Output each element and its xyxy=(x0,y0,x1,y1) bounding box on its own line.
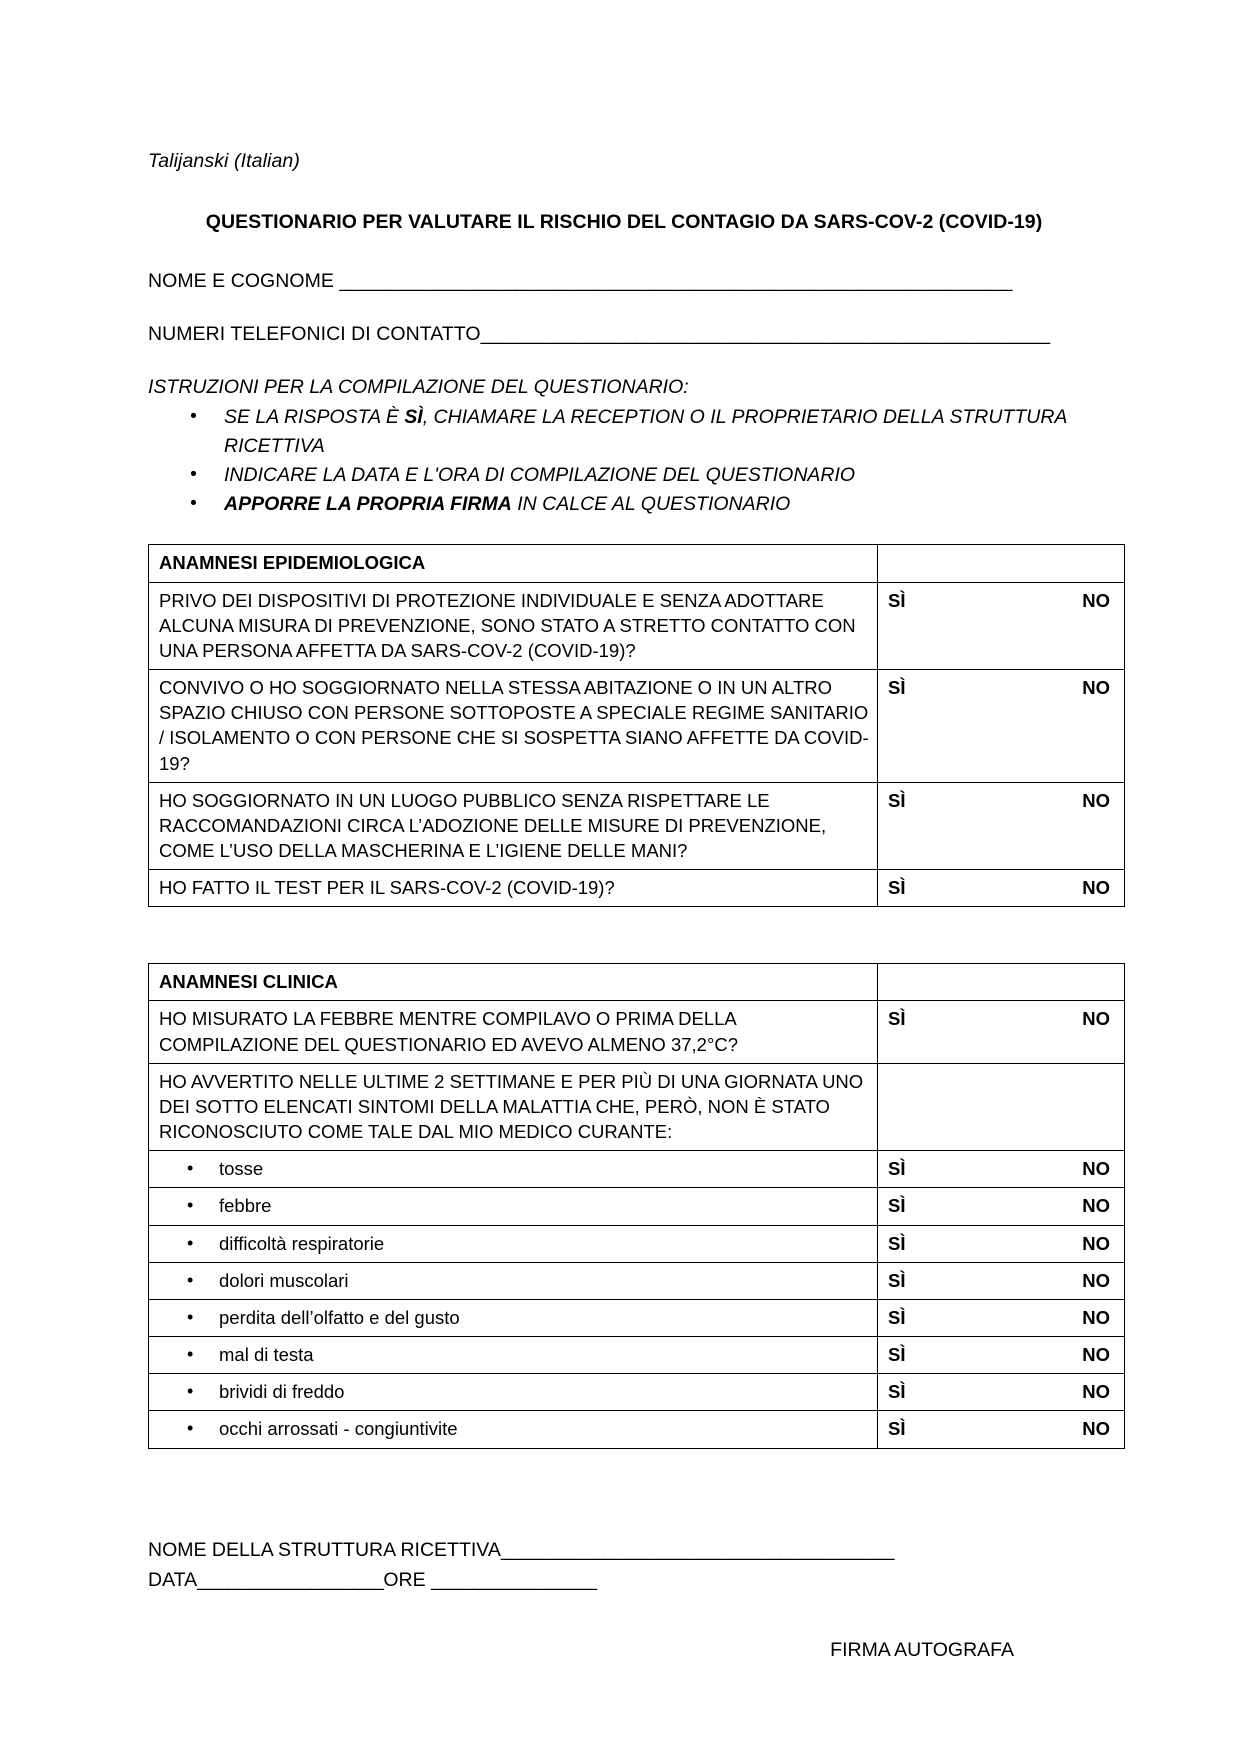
section-heading-cell xyxy=(149,545,878,582)
answer-yes[interactable]: SÌ xyxy=(888,1381,906,1403)
answer-no[interactable]: NO xyxy=(1082,677,1110,699)
answer-no[interactable]: NO xyxy=(1082,1418,1110,1440)
answer-no[interactable]: NO xyxy=(1082,1232,1110,1254)
section-heading-text: ANAMNESI EPIDEMIOLOGICA xyxy=(159,552,426,574)
field-full-name-line[interactable]: _________________________________________________________________ xyxy=(339,270,1012,292)
field-time-line[interactable]: ________________ xyxy=(431,1568,597,1591)
table-row xyxy=(149,870,1125,907)
table-row xyxy=(149,1411,1125,1448)
table-row xyxy=(149,1151,1125,1188)
answer-cell[interactable] xyxy=(878,670,1125,783)
footer-fields xyxy=(148,1535,1100,1595)
field-date-label: DATA xyxy=(148,1568,198,1591)
answer-yes[interactable]: SÌ xyxy=(888,1269,906,1291)
question-cell: PRIVO DEI DISPOSITIVI DI PROTEZIONE INDIVIDUALE E SENZA ADOTTARE ALCUNA MISURA DI PREVENZIONE, SONO STATO A STRETTO CONTATTO CON UNA PERSONA AFFETTA DA SARS-COV-2 (COVID-19)? xyxy=(149,582,878,669)
instructions-heading: ISTRUZIONI PER LA COMPILAZIONE DEL QUESTIONARIO: xyxy=(148,376,689,398)
instruction-text-bold: APPORRE LA PROPRIA FIRMA xyxy=(224,492,512,515)
answer-yes[interactable]: SÌ xyxy=(888,1195,906,1217)
symptom-cell: • perdita dell’olfatto e del gusto xyxy=(149,1299,878,1336)
table-row xyxy=(149,582,1125,669)
answer-cell[interactable] xyxy=(878,1337,1125,1374)
table-anamnesi-epidemiologica xyxy=(148,544,1125,907)
answer-cell[interactable] xyxy=(878,1374,1125,1411)
instructions-list xyxy=(148,403,1100,518)
table-row xyxy=(149,1374,1125,1411)
symptom-cell: • tosse xyxy=(149,1151,878,1188)
symptom-cell: • mal di testa xyxy=(149,1337,878,1374)
table-row xyxy=(149,1262,1125,1299)
question-cell: CONVIVO O HO SOGGIORNATO NELLA STESSA ABITAZIONE O IN UN ALTRO SPAZIO CHIUSO CON PERSONE SOTTOPOSTE A SPECIALE REGIME SANITARIO / ISOLAMENTO O CON PERSONE CHE SI SOSPETTA SIANO AFFETTE DA COVID-19? xyxy=(149,670,878,783)
table-row xyxy=(149,1225,1125,1262)
answer-cell[interactable] xyxy=(878,1188,1125,1225)
page-title: QUESTIONARIO PER VALUTARE IL RISCHIO DEL CONTAGIO DA SARS-COV-2 (COVID-19) xyxy=(205,211,1043,233)
answer-cell[interactable] xyxy=(878,870,1125,907)
language-label: Talijanski (Italian) xyxy=(148,150,300,172)
table-row xyxy=(149,1063,1125,1150)
instruction-text-pre: SE LA RISPOSTA È xyxy=(224,406,405,428)
answer-yes[interactable]: SÌ xyxy=(888,1306,906,1328)
answer-no[interactable]: NO xyxy=(1082,1381,1110,1403)
field-full-name xyxy=(148,270,1100,293)
table-row xyxy=(149,1299,1125,1336)
symptom-cell: • occhi arrossati - congiuntivite xyxy=(149,1411,878,1448)
field-phone-line[interactable]: _______________________________________________________ xyxy=(480,323,1050,345)
answer-no[interactable]: NO xyxy=(1082,1306,1110,1328)
field-date-time xyxy=(148,1565,1100,1595)
symptom-cell: • febbre xyxy=(149,1188,878,1225)
instruction-text-bold: SÌ xyxy=(404,406,423,428)
answer-no[interactable]: NO xyxy=(1082,1158,1110,1180)
answer-cell[interactable] xyxy=(878,1262,1125,1299)
symptom-cell: • brividi di freddo xyxy=(149,1374,878,1411)
table-row xyxy=(149,670,1125,783)
field-time-label: ORE xyxy=(383,1568,432,1591)
answer-yes[interactable]: SÌ xyxy=(888,1158,906,1180)
answer-no[interactable]: NO xyxy=(1082,1344,1110,1366)
answer-no[interactable]: NO xyxy=(1082,789,1110,811)
instruction-text-post: , CHIAMARE LA RECEPTION O IL PROPRIETARIO DELLA STRUTTURA RICETTIVA xyxy=(224,406,1067,457)
answer-cell[interactable] xyxy=(878,1411,1125,1448)
section-heading-answer-cell xyxy=(878,545,1125,582)
table-anamnesi-clinica xyxy=(148,963,1125,1448)
answer-yes[interactable]: SÌ xyxy=(888,1232,906,1254)
section-heading-text: ANAMNESI CLINICA xyxy=(159,971,338,993)
field-phone-label: NUMERI TELEFONICI DI CONTATTO xyxy=(148,323,481,345)
answer-cell[interactable] xyxy=(878,1225,1125,1262)
field-facility xyxy=(148,1535,1100,1565)
instruction-text-post: IN CALCE AL QUESTIONARIO xyxy=(511,492,791,515)
field-full-name-label: NOME E COGNOME xyxy=(148,270,340,292)
table-row xyxy=(149,1001,1125,1063)
instruction-item xyxy=(224,403,1100,461)
table-row xyxy=(149,1188,1125,1225)
answer-no[interactable]: NO xyxy=(1082,589,1110,611)
symptom-cell: • dolori muscolari xyxy=(149,1262,878,1299)
instruction-item xyxy=(224,490,1100,519)
table-spacer xyxy=(148,907,1100,963)
table-row xyxy=(149,1337,1125,1374)
answer-yes[interactable]: SÌ xyxy=(888,1418,906,1440)
answer-no[interactable]: NO xyxy=(1082,1195,1110,1217)
question-cell: HO AVVERTITO NELLE ULTIME 2 SETTIMANE E PER PIÙ DI UNA GIORNATA UNO DEI SOTTO ELENCATI SINTOMI DELLA MALATTIA CHE, PERÒ, NON È STATO RICONOSCIUTO COME TALE DAL MIO MEDICO CURANTE: xyxy=(149,1063,878,1150)
answer-no[interactable]: NO xyxy=(1082,1008,1110,1030)
signature-label: FIRMA AUTOGRAFA xyxy=(830,1638,1014,1661)
field-facility-line[interactable]: ______________________________________ xyxy=(500,1538,894,1561)
answer-cell[interactable] xyxy=(878,1001,1125,1063)
answer-cell[interactable] xyxy=(878,1299,1125,1336)
field-date-line[interactable]: __________________ xyxy=(197,1568,384,1591)
answer-yes[interactable]: SÌ xyxy=(888,877,906,899)
answer-yes[interactable]: SÌ xyxy=(888,789,906,811)
answer-cell[interactable] xyxy=(878,582,1125,669)
section-heading-cell xyxy=(149,964,878,1001)
question-cell: HO MISURATO LA FEBBRE MENTRE COMPILAVO O PRIMA DELLA COMPILAZIONE DEL QUESTIONARIO ED AVEVO ALMENO 37,2°C? xyxy=(149,1001,878,1063)
answer-cell-empty xyxy=(878,1063,1125,1150)
instruction-item xyxy=(224,461,1100,490)
question-cell: HO FATTO IL TEST PER IL SARS-COV-2 (COVID-19)? xyxy=(149,870,878,907)
field-facility-label: NOME DELLA STRUTTURA RICETTIVA xyxy=(148,1538,501,1561)
answer-cell[interactable] xyxy=(878,1151,1125,1188)
table-row xyxy=(149,964,1125,1001)
symptom-cell: • difficoltà respiratorie xyxy=(149,1225,878,1262)
question-cell: HO SOGGIORNATO IN UN LUOGO PUBBLICO SENZA RISPETTARE LE RACCOMANDAZIONI CIRCA L’ADOZIONE DELLE MISURE DI PREVENZIONE, COME L’USO DELLA MASCHERINA E L’IGIENE DELLE MANI? xyxy=(149,782,878,869)
answer-yes[interactable]: SÌ xyxy=(888,589,906,611)
answer-no[interactable]: NO xyxy=(1082,877,1110,899)
section-heading-answer-cell xyxy=(878,964,1125,1001)
answer-yes[interactable]: SÌ xyxy=(888,1008,906,1030)
instruction-text-pre: INDICARE LA DATA E L'ORA DI COMPILAZIONE DEL QUESTIONARIO xyxy=(224,463,856,486)
field-phone xyxy=(148,323,1100,346)
table-row xyxy=(149,545,1125,582)
table-row xyxy=(149,782,1125,869)
answer-cell[interactable] xyxy=(878,782,1125,869)
answer-yes[interactable]: SÌ xyxy=(888,1344,906,1366)
answer-yes[interactable]: SÌ xyxy=(888,677,906,699)
answer-no[interactable]: NO xyxy=(1082,1269,1110,1291)
